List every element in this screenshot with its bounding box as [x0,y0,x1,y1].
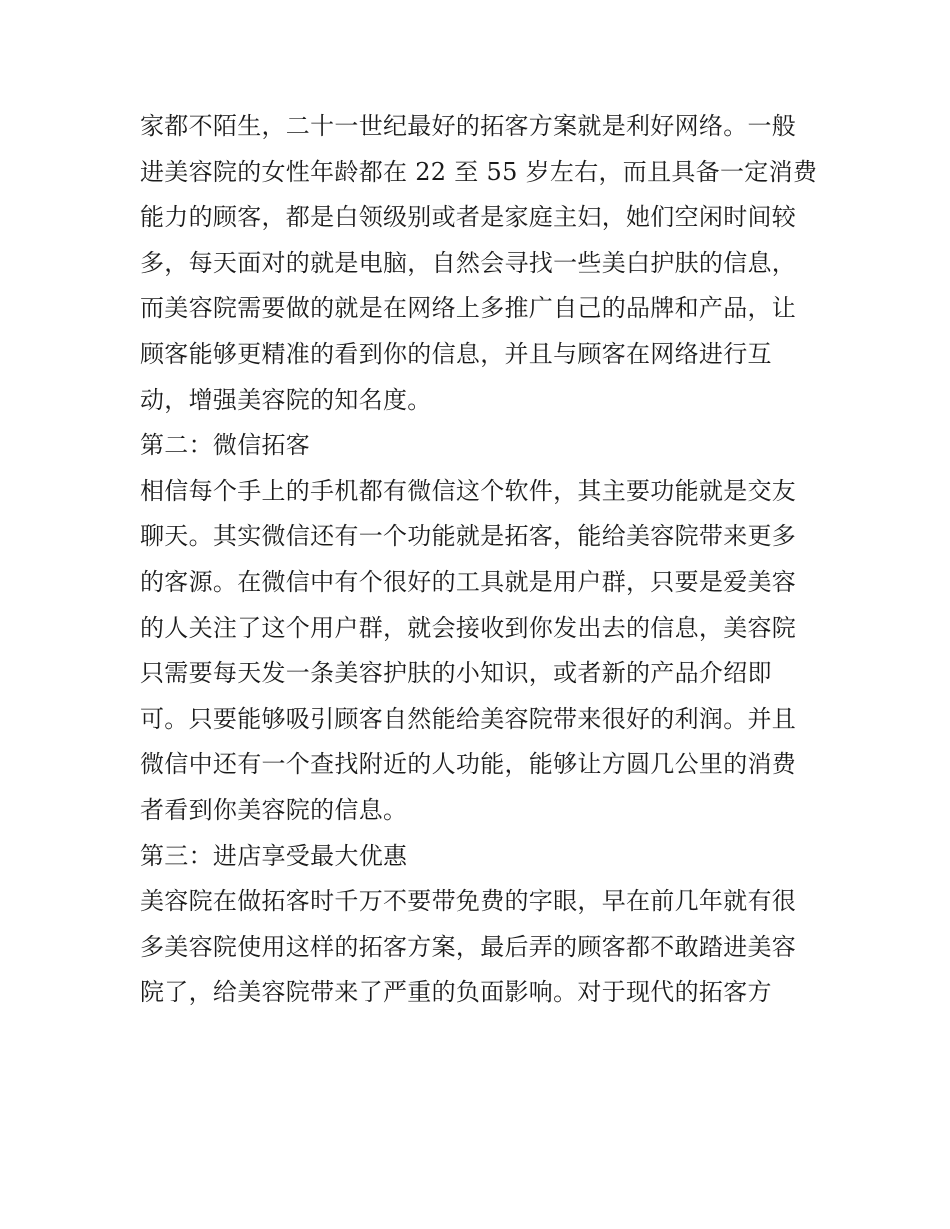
text-line: 多美容院使用这样的拓客方案，最后弄的顾客都不敢踏进美容 [140,932,797,961]
text-line: 只需要每天发一条美容护肤的小知识，或者新的产品介绍即 [140,659,772,688]
text-line: 美容院在做拓客时千万不要带免费的字眼，早在前几年就有很 [140,887,797,916]
text-line: 的人关注了这个用户群，就会接收到你发出去的信息，美容院 [140,613,797,642]
text-line: 相信每个手上的手机都有微信这个软件，其主要功能就是交友 [140,476,797,505]
text-line: 多，每天面对的就是电脑，自然会寻找一些美白护肤的信息， [140,248,797,277]
text-line: 院了，给美容院带来了严重的负面影响。对于现代的拓客方 [140,978,772,1007]
text-line: 进美容院的女性年龄都在 22 至 55 岁左右，而且具备一定消费 [140,157,818,186]
text-line: 者看到你美容院的信息。 [140,795,408,824]
text-line: 动，增强美容院的知名度。 [140,385,432,414]
text-line: 而美容院需要做的就是在网络上多推广自己的品牌和产品，让 [140,294,797,323]
text-line: 的客源。在微信中有个很好的工具就是用户群，只要是爱美容 [140,567,797,596]
text-line: 聊天。其实微信还有一个功能就是拓客，能给美容院带来更多 [140,522,797,551]
body-text [140,104,830,1016]
section-heading-discount: 第三：进店享受最大优惠 [140,841,408,870]
text-line: 微信中还有一个查找附近的人功能，能够让方圆几公里的消费 [140,750,797,779]
text-line: 顾客能够更精准的看到你的信息，并且与顾客在网络进行互 [140,339,772,368]
text-line: 家都不陌生，二十一世纪最好的拓客方案就是利好网络。一般 [140,112,797,140]
text-line: 能力的顾客，都是白领级别或者是家庭主妇，她们空闲时间较 [140,203,797,232]
text-line: 可。只要能够吸引顾客自然能给美容院带来很好的利润。并且 [140,704,797,733]
section-heading-wechat: 第二：微信拓客 [140,431,311,460]
